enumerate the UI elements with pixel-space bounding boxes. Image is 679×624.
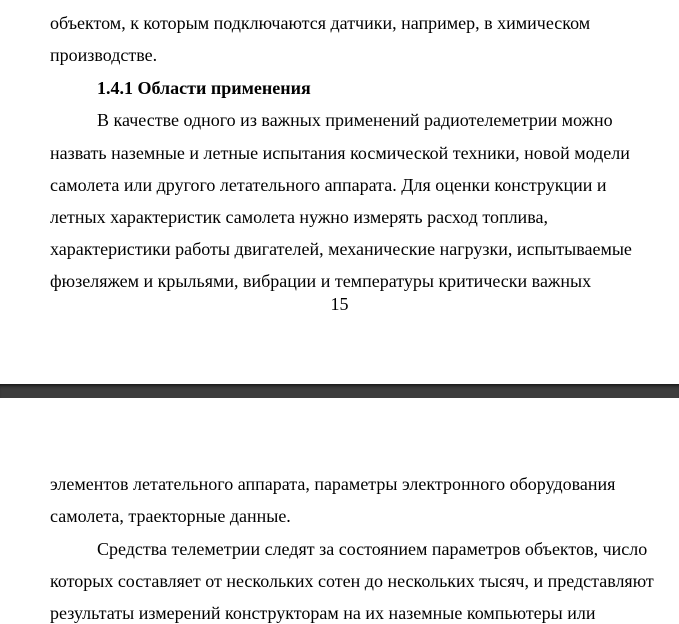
text-line: Средства телеметрии следят за состоянием параметров объектов, число — [97, 539, 648, 559]
text-line: которых составляет от нескольких сотен до нескольких тысяч, и представляют — [50, 571, 654, 591]
text-line: элементов летательного аппарата, параметры электронного оборудования — [50, 474, 616, 494]
text-line: В качестве одного из важных применений радиотелеметрии можно — [97, 110, 613, 130]
section-heading: 1.4.1 Области применения — [97, 78, 311, 98]
text-line: назвать наземные и летные испытания космической техники, новой модели — [50, 143, 630, 163]
document-page-bottom — [0, 398, 679, 624]
text-line: фюзеляжем и крыльями, вибрации и температуры критически важных — [50, 271, 592, 291]
text-line: самолета, траекторные данные. — [50, 506, 291, 526]
page-number: 15 — [330, 294, 349, 314]
text-line: объектом, к которым подключаются датчики, например, в химическом — [50, 13, 591, 33]
text-line: результаты измерений конструкторам на их наземные компьютеры или — [50, 603, 596, 623]
page-separator — [0, 384, 679, 398]
text-line: производстве. — [50, 45, 158, 65]
text-line: самолета или другого летательного аппарата. Для оценки конструкции и — [50, 175, 607, 195]
text-line: летных характеристик самолета нужно измерять расход топлива, — [50, 207, 548, 227]
text-line: характеристики работы двигателей, механические нагрузки, испытываемые — [50, 239, 632, 259]
